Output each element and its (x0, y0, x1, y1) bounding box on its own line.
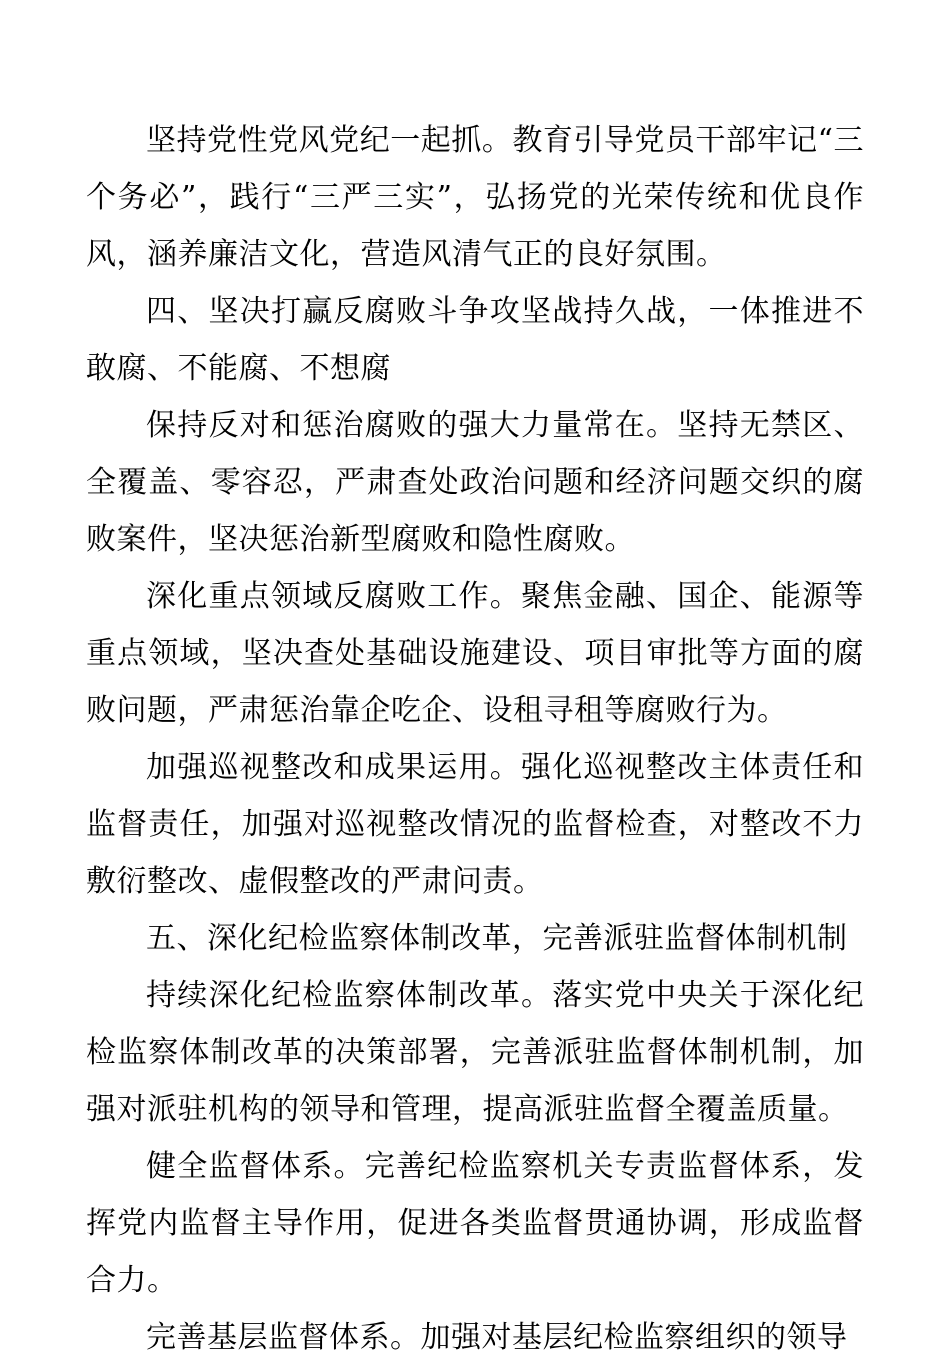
section-heading-four: 四、坚决打赢反腐败斗争攻坚战持久战，一体推进不敢腐、不能腐、不想腐 (86, 294, 864, 386)
paragraph: 持续深化纪检监察体制改革。落实党中央关于深化纪检监察体制改革的决策部署，完善派驻监督体制机制，加强对派驻机构的领导和管理，提高派驻监督全覆盖质量。 (86, 978, 864, 1127)
paragraph: 保持反对和惩治腐败的强大力量常在。坚持无禁区、全覆盖、零容忍，严肃查处政治问题和经济问题交织的腐败案件，坚决惩治新型腐败和隐性腐败。 (86, 408, 864, 557)
paragraph: 坚持党性党风党纪一起抓。教育引导党员干部牢记“三个务必”，践行“三严三实”，弘扬党的光荣传统和优良作风，涵养廉洁文化，营造风清气正的良好氛围。 (86, 123, 864, 272)
section-heading-five: 五、深化纪检监察体制改革，完善派驻监督体制机制 (146, 921, 848, 956)
paragraph: 深化重点领域反腐败工作。聚焦金融、国企、能源等重点领域，坚决查处基础设施建设、项目审批等方面的腐败问题，严肃惩治靠企吃企、设租寻租等腐败行为。 (86, 579, 864, 728)
paragraph: 完善基层监督体系。加强对基层纪检监察组织的领导 (146, 1320, 848, 1355)
paragraph: 加强巡视整改和成果运用。强化巡视整改主体责任和监督责任，加强对巡视整改情况的监督检查，对整改不力敷衍整改、虚假整改的严肃问责。 (86, 750, 864, 899)
document-body (86, 112, 864, 1366)
paragraph: 健全监督体系。完善纪检监察机关专责监督体系，发挥党内监督主导作用，促进各类监督贯通协调，形成监督合力。 (86, 1149, 864, 1298)
